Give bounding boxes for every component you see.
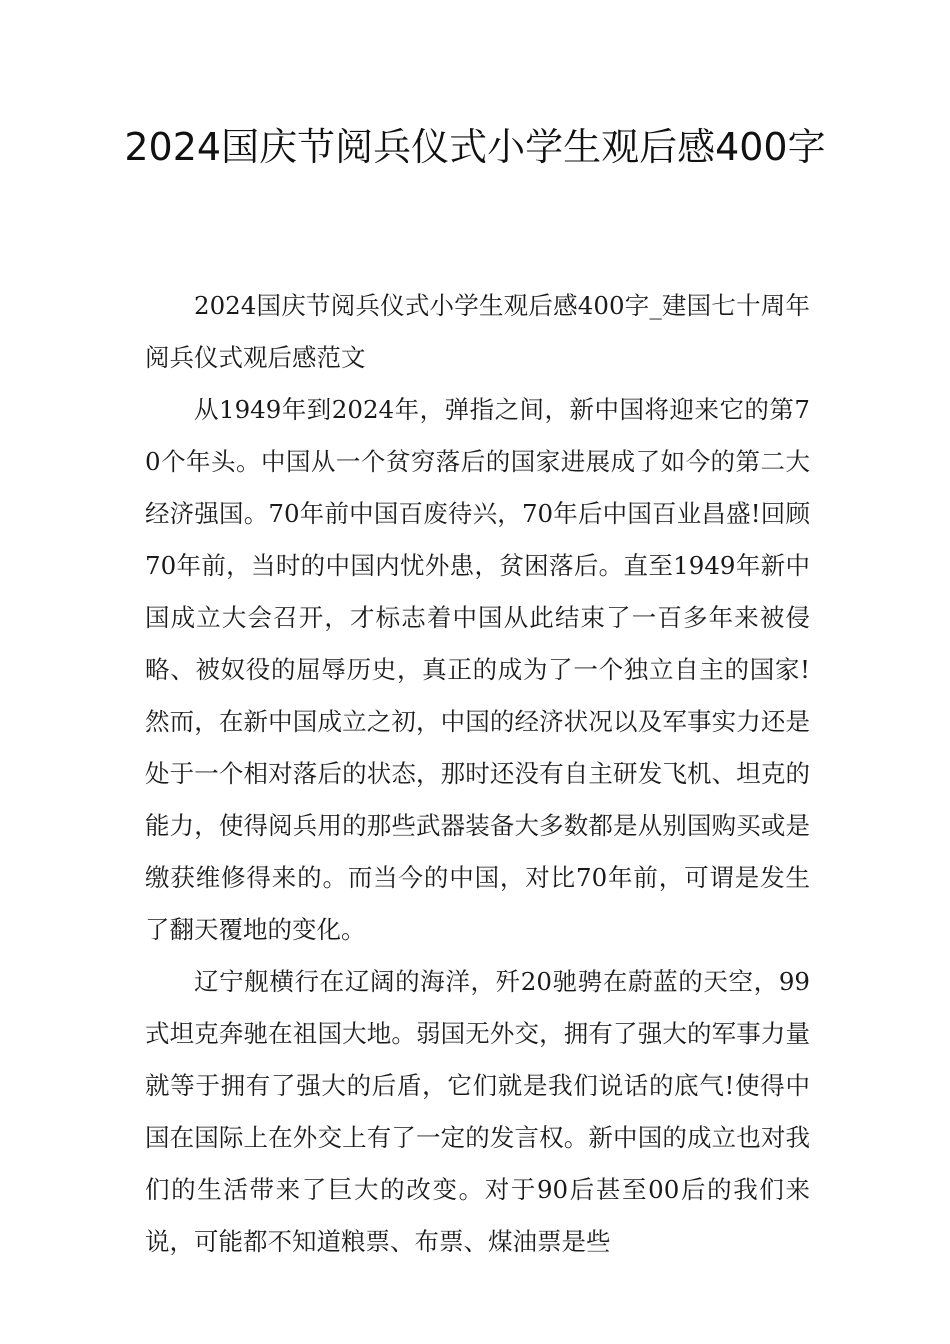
paragraph-subtitle: 2024国庆节阅兵仪式小学生观后感400字_建国七十周年阅兵仪式观后感范文 (145, 291, 810, 372)
document-title: 2024国庆节阅兵仪式小学生观后感400字 (124, 125, 826, 169)
paragraph-history: 从1949年到2024年，弹指之间，新中国将迎来它的第70个年头。中国从一个贫穷落后的国家进展成了如今的第二大经济强国。70年前中国百废待兴，70年后中国百业昌盛!回顾70年前，当时的中国内忧外患，贫困落后。直至1949年新中国成立大会召开，才标志着中国从此结束了一百多年来被侵略、被奴役的屈辱历史，真正的成为了一个独立自主的国家!然而，在新中国成立之初，中国的经济状况以及军事实力还是处于一个相对落后的状态，那时还没有自主研发飞机、坦克的能力，使得阅兵用的那些武器装备大多数都是从别国购买或是缴获维修得来的。而当今的中国，对比70年前，可谓是发生了翻天覆地的变化。 (145, 395, 810, 944)
document-body (145, 280, 810, 1268)
paragraph-military: 辽宁舰横行在辽阔的海洋，歼20驰骋在蔚蓝的天空，99式坦克奔驰在祖国大地。弱国无外交，拥有了强大的军事力量就等于拥有了强大的后盾，它们就是我们说话的底气!使得中国在国际上在外交上有了一定的发言权。新中国的成立也对我们的生活带来了巨大的改变。对于90后甚至00后的我们来说，可能都不知道粮票、布票、煤油票是些 (145, 967, 810, 1256)
